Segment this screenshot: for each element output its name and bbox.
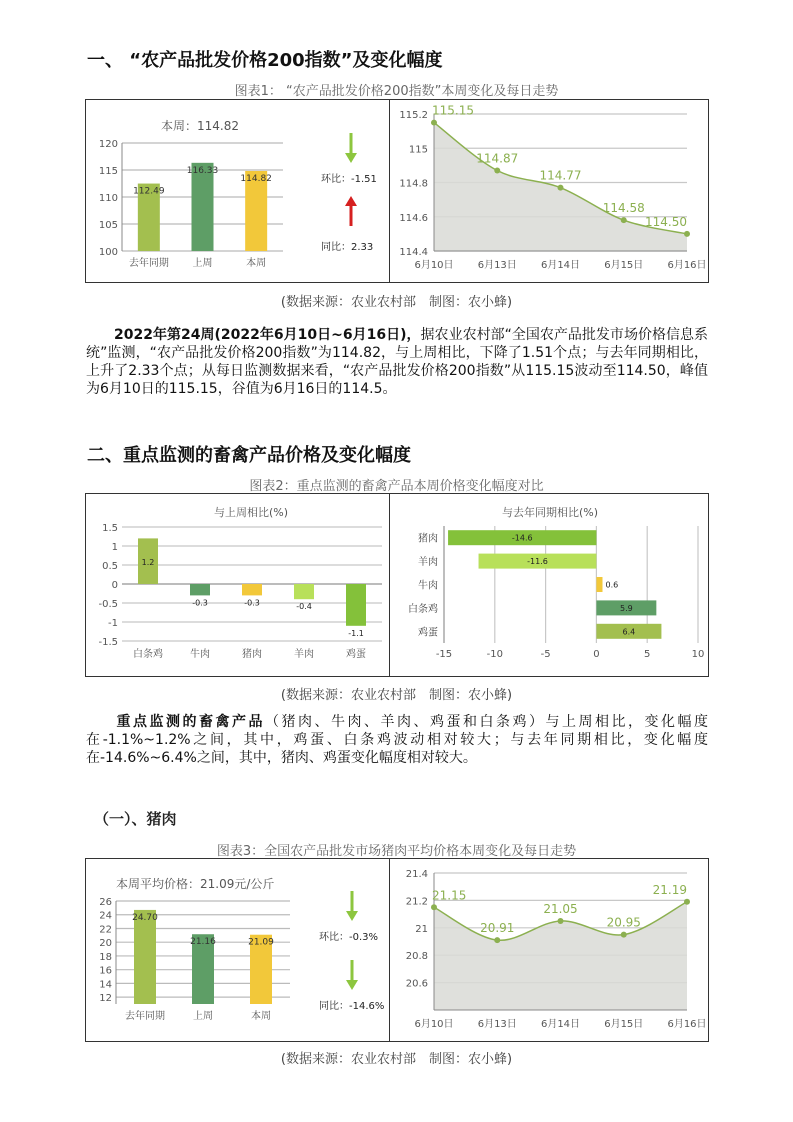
data-point bbox=[431, 120, 437, 126]
index-daily-area-chart bbox=[390, 100, 707, 281]
x-tick-label: 上周 bbox=[193, 1011, 213, 1022]
data-point bbox=[558, 918, 564, 924]
bar bbox=[242, 584, 262, 595]
data-point bbox=[684, 231, 690, 237]
data-label: 114.58 bbox=[602, 201, 645, 216]
bar bbox=[190, 584, 210, 595]
yoy-indicator: 同比：-14.6% bbox=[319, 1001, 385, 1012]
chart-3-caption: 图表3：全国农产品批发市场猪肉平均价格本周变化及每日走势 bbox=[216, 844, 577, 859]
bar-value-label: -11.6 bbox=[527, 557, 548, 567]
x-tick-label: 猪肉 bbox=[242, 649, 262, 660]
x-tick-label: 6月15日 bbox=[604, 260, 644, 271]
data-point bbox=[431, 904, 437, 910]
x-tick-label: 0 bbox=[593, 649, 600, 660]
x-tick-label: 去年同期 bbox=[128, 258, 169, 269]
data-label: 115.15 bbox=[432, 103, 474, 118]
y-tick-label: -0.5 bbox=[98, 599, 118, 610]
bar-value-label: 21.16 bbox=[190, 937, 216, 948]
y-tick-label: 羊肉 bbox=[418, 557, 438, 569]
mom-indicator: 环比：-1.51 bbox=[321, 174, 377, 185]
y-tick-label: 1 bbox=[111, 542, 118, 553]
section-2-paragraph-body: （猪肉、牛肉、羊肉、鸡蛋和白条鸡）与上周相比，变化幅度在-1.1%~1.2%之间，其中，鸡蛋、白条鸡波动相对较大；与去年同期相比，变化幅度在-14.6%~6.4%之间，其中，猪肉、鸡蛋变化幅度相对较大。 bbox=[86, 714, 708, 766]
x-tick-label: 6月13日 bbox=[477, 260, 517, 271]
x-tick-label: 6月14日 bbox=[540, 1019, 581, 1030]
y-tick-label: 1.5 bbox=[102, 523, 118, 534]
bar-value-label: 112.49 bbox=[133, 186, 165, 197]
bar-value-label: -14.6 bbox=[511, 533, 533, 543]
bar-value-label: -0.3 bbox=[192, 598, 208, 608]
x-tick-label: -5 bbox=[540, 649, 551, 660]
chart-title: 本周平均价格：21.09元/公斤 bbox=[116, 877, 275, 891]
x-tick-label: 上周 bbox=[192, 258, 213, 269]
bar-value-label: 1.2 bbox=[141, 558, 155, 568]
mom-change-bar-chart bbox=[86, 494, 388, 675]
y-tick-label: 12 bbox=[99, 993, 112, 1005]
bar-value-label: 21.09 bbox=[248, 937, 274, 948]
chart-3-source: (数据来源：农业农村部 制图：农小蜂) bbox=[280, 1052, 513, 1067]
section-3-heading: （一）、猪肉 bbox=[94, 810, 177, 828]
y-tick-label: 26 bbox=[99, 897, 112, 908]
x-tick-label: -15 bbox=[435, 649, 453, 660]
y-tick-label: 110 bbox=[98, 193, 118, 204]
y-tick-label: 114.6 bbox=[399, 212, 428, 224]
x-tick-label: -10 bbox=[486, 649, 503, 660]
down-arrow-icon bbox=[346, 960, 358, 990]
bar bbox=[192, 163, 214, 251]
y-tick-label: 22 bbox=[99, 924, 112, 936]
index-daily-panel bbox=[389, 99, 709, 283]
bar bbox=[346, 584, 366, 626]
bar-value-label: 116.33 bbox=[186, 165, 219, 176]
x-tick-label: 本周 bbox=[246, 258, 267, 269]
bar-value-label: -0.4 bbox=[296, 602, 312, 612]
yoy-indicator: 同比：2.33 bbox=[321, 242, 374, 253]
data-label: 21.15 bbox=[432, 888, 467, 903]
chart-title: 与去年同期相比(%) bbox=[501, 506, 599, 519]
down-arrow-icon bbox=[345, 133, 357, 163]
bar-value-label: 5.9 bbox=[620, 603, 633, 613]
x-tick-label: 6月16日 bbox=[667, 1019, 707, 1030]
yoy-change-panel bbox=[389, 493, 709, 677]
y-tick-label: 18 bbox=[99, 951, 112, 963]
x-tick-label: 6月15日 bbox=[604, 1019, 644, 1030]
x-tick-label: 10 bbox=[691, 649, 705, 660]
up-arrow-icon bbox=[345, 196, 357, 226]
section-2-heading: 二、重点监测的畜禽产品价格及变化幅度 bbox=[87, 445, 411, 466]
index-weekly-panel bbox=[85, 99, 390, 283]
y-tick-label: 0.5 bbox=[102, 561, 118, 572]
chart-1-source: (数据来源：农业农村部 制图：农小蜂) bbox=[280, 295, 513, 310]
data-label: 20.95 bbox=[606, 915, 641, 930]
chart-1-caption: 图表1： “农产品批发价格200指数”本周变化及每日走势 bbox=[234, 84, 559, 99]
y-tick-label: 白条鸡 bbox=[408, 603, 438, 615]
bar bbox=[596, 577, 602, 592]
bar-value-label: 114.82 bbox=[240, 173, 272, 184]
y-tick-label: 114.4 bbox=[399, 247, 428, 258]
mom-change-panel bbox=[85, 493, 390, 677]
data-label: 114.77 bbox=[539, 168, 582, 183]
section-1-paragraph-body: 据农业农村部“全国农产品批发市场价格信息系统”监测，“农产品批发价格200指数”为114.82，与上周相比，下降了1.51个点；与去年同期相比，上升了2.33个点；从每日监测数据来看，“农产品批发价格200指数”从115.15波动至114.50，峰值为6月10日的115.15，谷值为6月16日的114.5。 bbox=[86, 327, 708, 397]
data-label: 114.50 bbox=[645, 214, 687, 229]
x-tick-label: 6月13日 bbox=[477, 1019, 517, 1030]
data-point bbox=[621, 932, 627, 938]
chart-2-caption: 图表2：重点监测的畜禽产品本周价格变化幅度对比 bbox=[249, 479, 544, 494]
data-point bbox=[494, 937, 500, 943]
bar-value-label: 0.6 bbox=[605, 580, 619, 590]
data-point bbox=[621, 217, 627, 223]
bar-value-label: -0.3 bbox=[244, 598, 260, 608]
y-tick-label: -1.5 bbox=[98, 637, 118, 648]
y-tick-label: 16 bbox=[99, 965, 112, 977]
y-tick-label: 105 bbox=[98, 220, 118, 231]
y-tick-label: 20 bbox=[99, 938, 112, 950]
x-tick-label: 6月10日 bbox=[414, 1019, 454, 1030]
pork-weekly-panel bbox=[85, 858, 390, 1042]
chart-title: 本周：114.82 bbox=[161, 119, 239, 133]
x-tick-label: 6月10日 bbox=[414, 260, 454, 271]
x-tick-label: 本周 bbox=[251, 1011, 271, 1022]
bar bbox=[134, 910, 156, 1004]
x-tick-label: 5 bbox=[644, 649, 651, 660]
section-2-paragraph bbox=[86, 713, 708, 767]
y-tick-label: 120 bbox=[98, 139, 118, 150]
data-point bbox=[494, 168, 500, 174]
data-point bbox=[558, 185, 564, 191]
pork-daily-panel bbox=[389, 858, 709, 1042]
data-label: 21.05 bbox=[543, 901, 578, 916]
bar bbox=[294, 584, 314, 599]
bar-value-label: 6.4 bbox=[622, 627, 636, 637]
x-tick-label: 鸡蛋 bbox=[346, 649, 366, 660]
x-tick-label: 6月14日 bbox=[540, 260, 581, 271]
y-tick-label: 牛肉 bbox=[418, 580, 438, 592]
y-tick-label: 21.2 bbox=[405, 896, 428, 908]
section-1-paragraph bbox=[86, 326, 708, 398]
bar-value-label: 24.70 bbox=[132, 912, 158, 923]
x-tick-label: 6月16日 bbox=[667, 260, 707, 271]
y-tick-label: 115 bbox=[408, 144, 428, 156]
y-tick-label: -1 bbox=[108, 618, 118, 629]
section-1-paragraph-lead: 2022年第24周(2022年6月10日~6月16日)， bbox=[114, 327, 421, 343]
y-tick-label: 0 bbox=[111, 580, 118, 591]
y-tick-label: 24 bbox=[99, 910, 112, 922]
y-tick-label: 21.4 bbox=[405, 869, 428, 880]
data-label: 114.87 bbox=[476, 151, 519, 166]
y-tick-label: 115.2 bbox=[399, 110, 428, 121]
chart-2-source: (数据来源：农业农村部 制图：农小蜂) bbox=[280, 688, 513, 703]
y-tick-label: 21 bbox=[415, 923, 428, 935]
y-tick-label: 20.6 bbox=[405, 978, 428, 990]
y-tick-label: 20.8 bbox=[405, 951, 428, 963]
data-point bbox=[684, 899, 690, 905]
y-tick-label: 114.8 bbox=[399, 178, 428, 190]
chart-title: 与上周相比(%) bbox=[213, 506, 289, 519]
index-weekly-bar-chart bbox=[86, 100, 388, 281]
x-tick-label: 去年同期 bbox=[125, 1011, 165, 1022]
y-tick-label: 猪肉 bbox=[418, 533, 438, 545]
y-tick-label: 100 bbox=[98, 247, 118, 258]
pork-weekly-bar-chart bbox=[86, 859, 388, 1040]
y-tick-label: 鸡蛋 bbox=[418, 627, 438, 639]
mom-indicator: 环比：-0.3% bbox=[319, 932, 379, 943]
bar-value-label: -1.1 bbox=[348, 628, 364, 638]
x-tick-label: 羊肉 bbox=[294, 649, 314, 660]
data-label: 21.19 bbox=[652, 882, 687, 897]
x-tick-label: 牛肉 bbox=[190, 649, 210, 660]
y-tick-label: 115 bbox=[98, 166, 118, 177]
y-tick-label: 14 bbox=[99, 979, 112, 991]
data-label: 20.91 bbox=[480, 921, 515, 936]
yoy-change-bar-chart bbox=[390, 494, 707, 675]
down-arrow-icon bbox=[346, 891, 358, 921]
section-2-paragraph-lead: 重点监测的畜禽产品 bbox=[114, 714, 265, 730]
x-tick-label: 白条鸡 bbox=[133, 649, 163, 660]
pork-daily-area-chart bbox=[390, 859, 707, 1040]
section-1-heading: 一、 “农产品批发价格200指数”及变化幅度 bbox=[87, 50, 443, 71]
